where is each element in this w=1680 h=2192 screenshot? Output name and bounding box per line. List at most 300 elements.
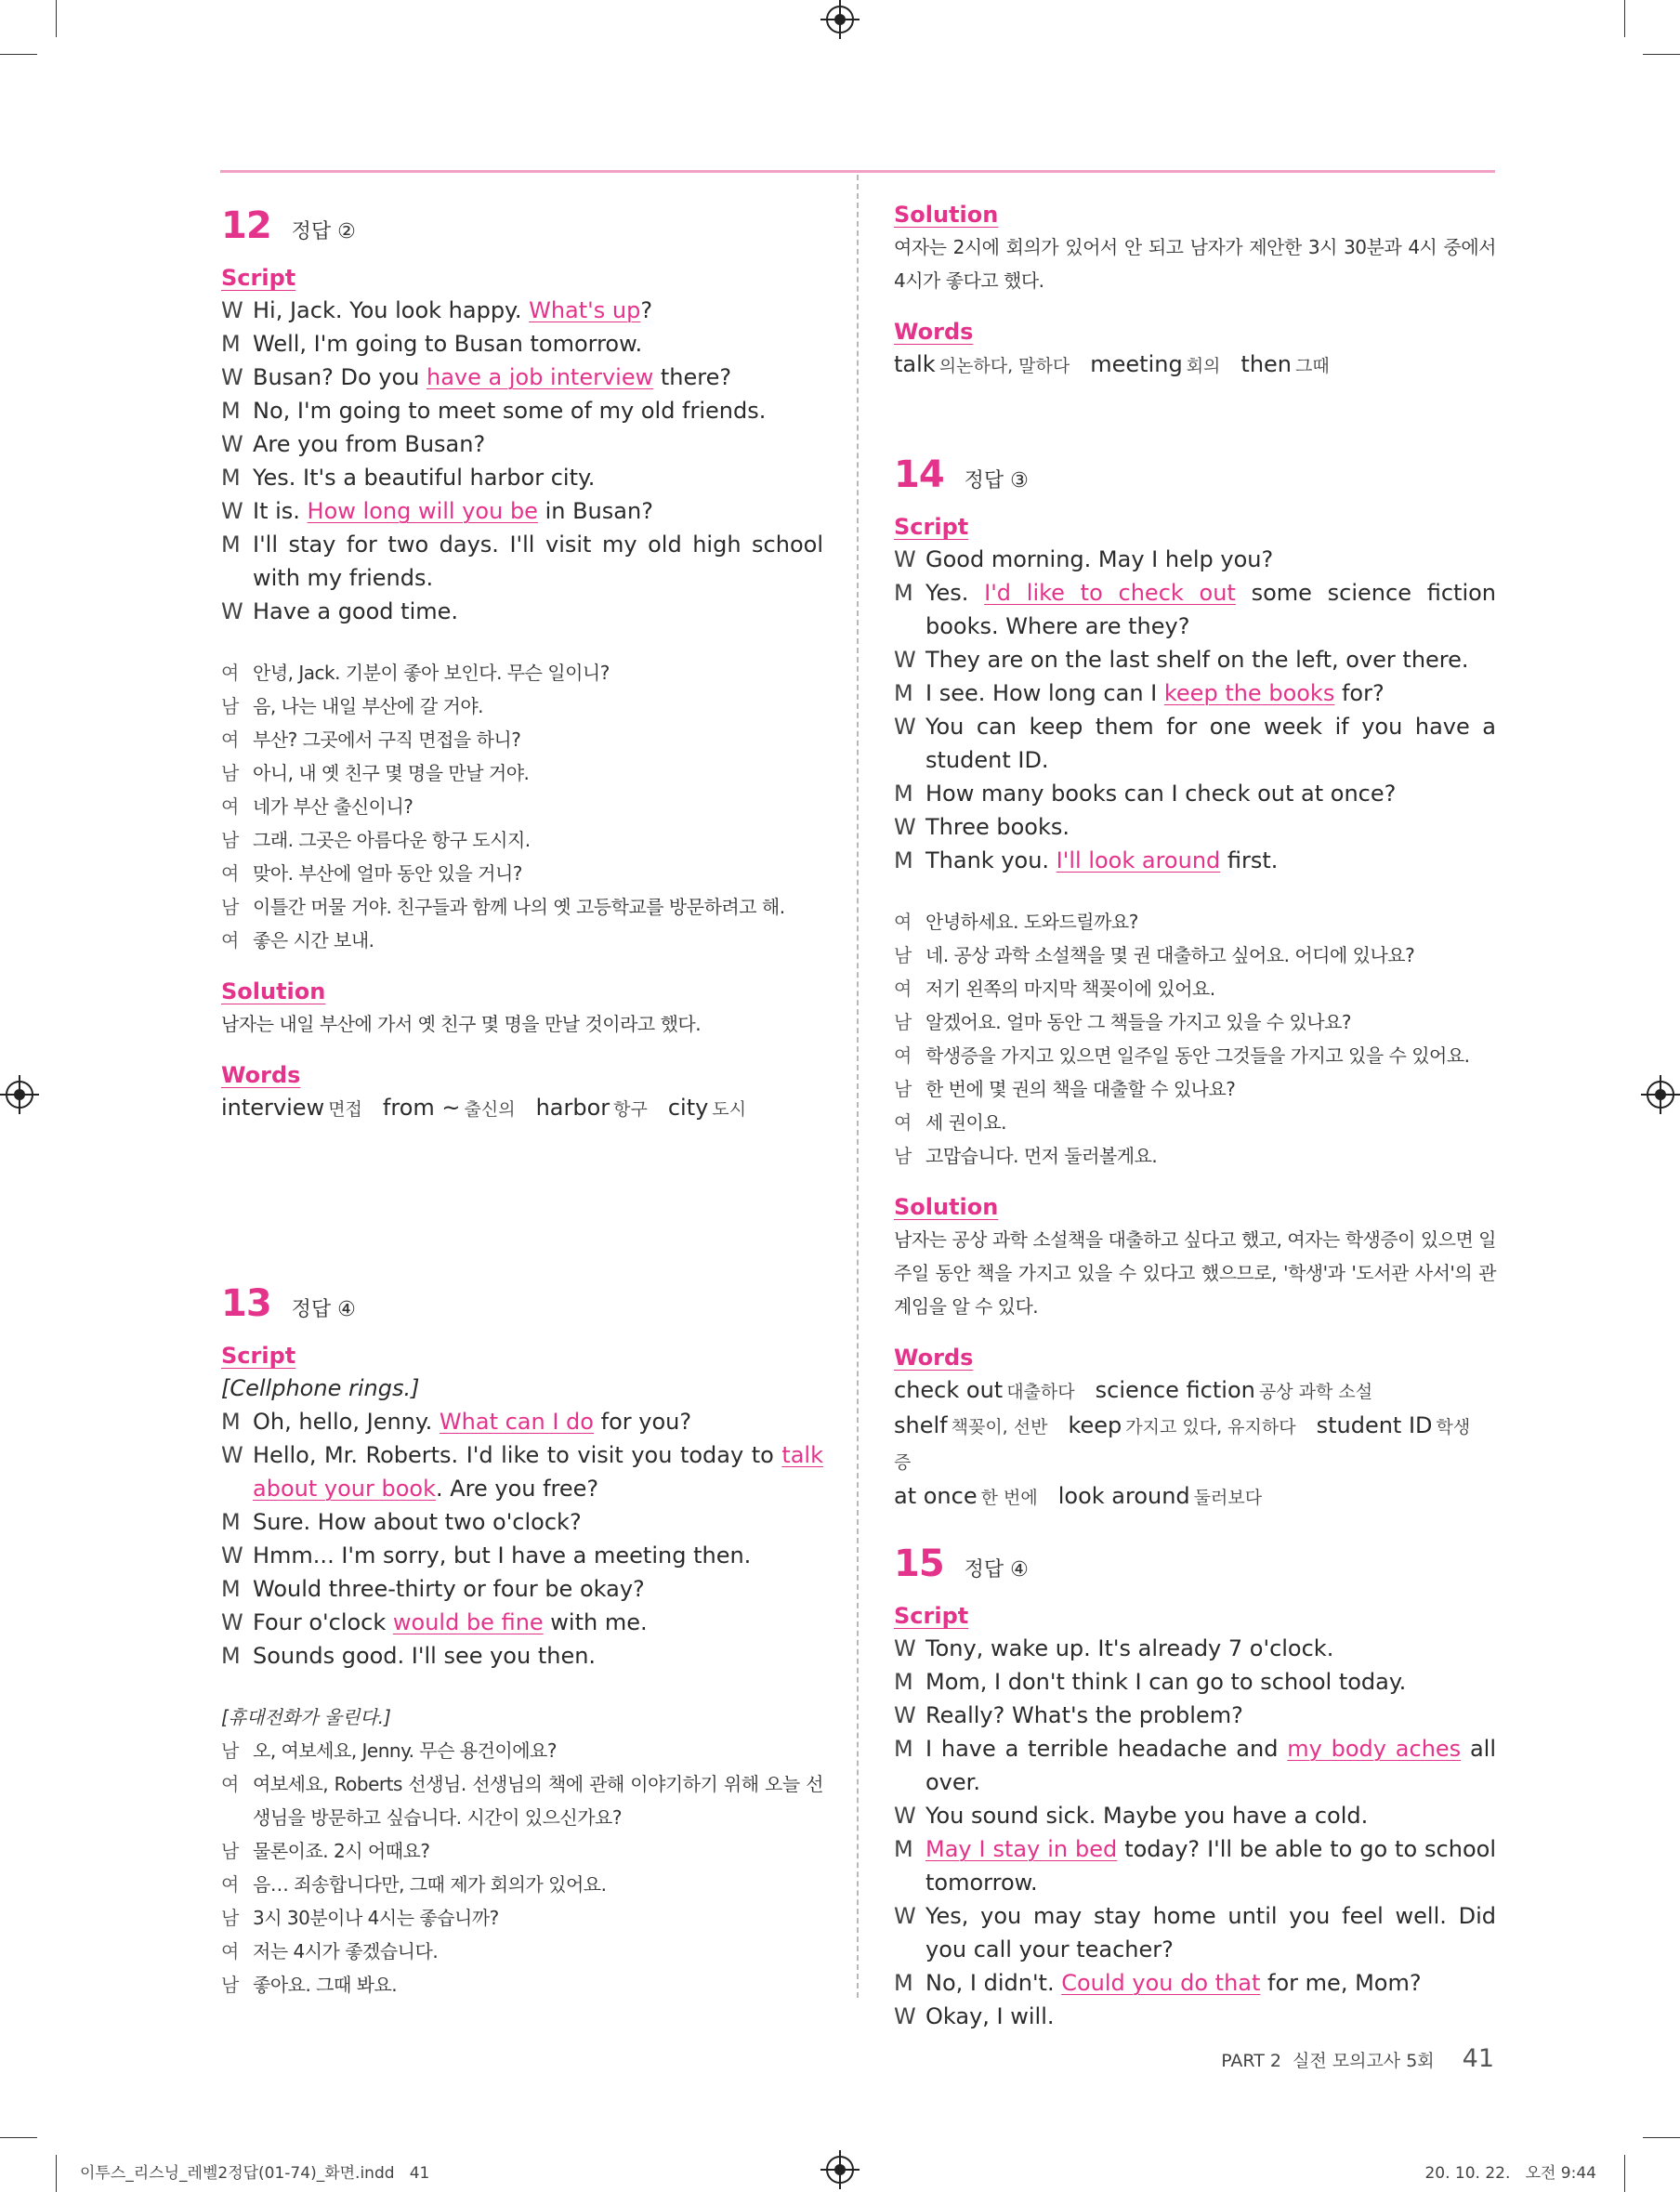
crop-mark xyxy=(1643,54,1680,55)
line-text xyxy=(253,361,823,394)
script-line xyxy=(221,528,823,595)
words-row xyxy=(894,1373,1496,1409)
translation-dialogue xyxy=(221,656,823,957)
line-text xyxy=(253,528,823,595)
script-line xyxy=(894,2000,1496,2033)
line-text: 아니, 내 옛 친구 몇 명을 만날 거야. xyxy=(253,762,530,784)
solution-heading: Solution xyxy=(894,1194,999,1220)
solution-text: 남자는 내일 부산에 가서 옛 친구 몇 명을 만날 것이라고 했다. xyxy=(221,1013,702,1035)
line-text: 좋은 시간 보내. xyxy=(253,929,374,952)
speaker-label: W xyxy=(894,1702,916,1728)
line-text xyxy=(253,1572,823,1606)
word-english: talk xyxy=(894,351,936,377)
footer-part: PART 2 xyxy=(1221,2051,1281,2071)
script-line xyxy=(221,1405,823,1438)
speaker-label: 여 xyxy=(894,1111,912,1134)
script-line xyxy=(894,1632,1496,1665)
line-text: 부산? 그곳에서 구직 면접을 하니? xyxy=(253,728,521,751)
speaker-label: M xyxy=(894,1669,913,1695)
word-korean: 대출하다 xyxy=(1006,1382,1075,1402)
line-text xyxy=(925,543,1496,576)
line-text: 알겠어요. 얼마 동안 그 책들을 가지고 있을 수 있나요? xyxy=(925,1011,1352,1033)
line-text xyxy=(925,1832,1496,1899)
script-line xyxy=(221,461,823,494)
words-heading: Words xyxy=(894,1345,974,1371)
speaker-label: M xyxy=(894,847,913,873)
text-run: I have a terrible headache and xyxy=(925,1736,1288,1762)
script-line xyxy=(894,810,1496,844)
word-english: look around xyxy=(1057,1483,1190,1509)
speaker-label: M xyxy=(221,1409,241,1435)
column-divider xyxy=(857,175,859,1998)
crop-mark xyxy=(56,2155,57,2192)
speaker-label: M xyxy=(894,580,913,606)
translation-line xyxy=(221,890,823,924)
translation-line xyxy=(894,1139,1496,1173)
script-line xyxy=(221,1505,823,1539)
script-line xyxy=(221,1438,823,1505)
script-line xyxy=(894,643,1496,676)
speaker-label: 여 xyxy=(221,1873,239,1896)
script-line xyxy=(221,1606,823,1639)
translation-line xyxy=(894,1072,1496,1106)
speaker-label: W xyxy=(221,598,243,624)
script-line xyxy=(894,1799,1496,1832)
script-line xyxy=(221,394,823,427)
text-run: some science fiction books. Where are they? xyxy=(925,580,1497,639)
right-column xyxy=(894,202,1497,2029)
key-phrase: May I stay in bed xyxy=(925,1836,1118,1862)
line-text xyxy=(925,1632,1496,1665)
speaker-label: 남 xyxy=(221,1739,239,1762)
crop-mark xyxy=(1643,2137,1680,2138)
speaker-label: 남 xyxy=(894,944,912,966)
script-dialogue xyxy=(894,543,1496,877)
speaker-label: 남 xyxy=(894,1011,912,1033)
line-text: 한 번에 몇 권의 책을 대출할 수 있나요? xyxy=(925,1078,1236,1100)
text-run: Yes, you may stay home until you feel well. Did you call your teacher? xyxy=(925,1903,1496,1962)
key-phrase: What can I do xyxy=(439,1409,594,1435)
speaker-label: 남 xyxy=(221,762,239,784)
line-text xyxy=(253,494,823,528)
word-english: check out xyxy=(894,1377,1004,1403)
script-line xyxy=(894,543,1496,576)
key-phrase: What's up xyxy=(529,297,641,323)
left-column xyxy=(221,204,823,1996)
line-text: 음… 죄송합니다만, 그때 제가 회의가 있어요. xyxy=(253,1873,607,1896)
speaker-label: M xyxy=(221,532,241,558)
text-run: Yes. It's a beautiful harbor city. xyxy=(253,465,596,491)
word-english: from ~ xyxy=(382,1095,461,1121)
text-run: Three books. xyxy=(925,814,1070,840)
speaker-label: W xyxy=(894,546,916,572)
line-text xyxy=(253,1505,823,1539)
stage-direction: [Cellphone rings.] xyxy=(221,1375,420,1401)
text-run: Thank you. xyxy=(925,847,1057,873)
speaker-label: M xyxy=(221,1509,241,1535)
registration-mark-icon xyxy=(6,1081,33,1109)
speaker-label: W xyxy=(221,498,243,524)
script-line xyxy=(221,361,823,394)
line-text xyxy=(925,1799,1496,1832)
speaker-label: 여 xyxy=(221,1773,239,1795)
line-text xyxy=(925,1732,1496,1799)
line-text xyxy=(253,1639,823,1673)
text-run: Yes. xyxy=(925,580,985,606)
translation-line xyxy=(894,1039,1496,1072)
line-text: 오, 여보세요, Jenny. 무슨 용건이에요? xyxy=(253,1739,557,1762)
line-text xyxy=(253,1539,823,1572)
solution-text: 남자는 공상 과학 소설책을 대출하고 싶다고 했고, 여자는 학생증이 있으면 일주일 동안 책을 가지고 있을 수 있다고 했으므로, '학생'과 '도서관 사서'의 관계임을 알 수 있다. xyxy=(894,1228,1496,1318)
script-dialogue xyxy=(221,294,823,628)
script-line xyxy=(221,327,823,361)
question-13 xyxy=(221,1282,823,2002)
text-run: Sure. How about two o'clock? xyxy=(253,1509,582,1535)
text-run: for me, Mom? xyxy=(1260,1970,1422,1996)
word-korean: 책꽂이, 선반 xyxy=(951,1417,1048,1437)
key-phrase: How long will you be xyxy=(307,498,538,524)
top-rule xyxy=(220,170,1495,173)
script-line xyxy=(221,294,823,327)
script-line xyxy=(894,1665,1496,1699)
key-phrase: would be fine xyxy=(392,1609,544,1635)
word-english: keep xyxy=(1068,1412,1122,1438)
word-korean: 한 번에 xyxy=(980,1488,1038,1508)
translation-line xyxy=(221,723,823,756)
word-korean: 공상 과학 소설 xyxy=(1258,1382,1373,1402)
word-english: student ID xyxy=(1316,1412,1433,1438)
line-text: 저기 왼쪽의 마지막 책꽂이에 있어요. xyxy=(925,978,1215,1000)
script-line xyxy=(894,576,1496,643)
line-text: 저는 4시가 좋겠습니다. xyxy=(253,1940,439,1962)
translation-dialogue xyxy=(894,905,1496,1173)
text-run: for? xyxy=(1334,680,1385,706)
script-line xyxy=(221,494,823,528)
translation-line xyxy=(221,924,823,957)
words-row xyxy=(894,1479,1496,1515)
words-heading: Words xyxy=(894,319,974,345)
line-text xyxy=(925,1899,1496,1966)
text-run: Have a good time. xyxy=(253,598,459,624)
speaker-label: 남 xyxy=(221,829,239,851)
speaker-label: W xyxy=(894,2003,916,2029)
line-text: 3시 30분이나 4시는 좋습니까? xyxy=(253,1907,499,1929)
text-run: Sounds good. I'll see you then. xyxy=(253,1643,597,1669)
words-heading: Words xyxy=(221,1062,301,1088)
word-korean: 회의 xyxy=(1186,356,1221,376)
line-text xyxy=(253,595,823,628)
speaker-label: 남 xyxy=(221,1974,239,1996)
speaker-label: W xyxy=(221,1542,243,1569)
key-phrase: my body aches xyxy=(1287,1736,1462,1762)
key-phrase: talk about your book xyxy=(253,1442,823,1502)
text-run: Four o'clock xyxy=(253,1609,393,1635)
word-english: interview xyxy=(221,1095,325,1121)
text-run: Good morning. May I help you? xyxy=(925,546,1274,572)
solution-text: 여자는 2시에 회의가 있어서 안 되고 남자가 제안한 3시 30분과 4시 중에서 4시가 좋다고 했다. xyxy=(894,236,1496,292)
page-number: 41 xyxy=(1462,2044,1494,2073)
text-run: first. xyxy=(1220,847,1279,873)
word-english: science fiction xyxy=(1095,1377,1255,1403)
word-english: at once xyxy=(894,1483,978,1509)
text-run: today? I'll be able to go to school tomorrow. xyxy=(925,1836,1496,1896)
text-run: I see. How long can I xyxy=(925,680,1164,706)
speaker-label: 여 xyxy=(221,728,239,751)
speaker-label: W xyxy=(894,714,916,740)
word-korean: 가지고 있다, 유지하다 xyxy=(1125,1417,1296,1437)
registration-mark-icon xyxy=(826,2156,854,2184)
answer-label: 정답 ② xyxy=(291,220,356,243)
key-phrase: keep the books xyxy=(1163,680,1335,706)
line-text xyxy=(253,427,823,461)
speaker-label: 여 xyxy=(894,1044,912,1067)
text-run: Mom, I don't think I can go to school today. xyxy=(925,1669,1407,1695)
speaker-label: W xyxy=(894,1803,916,1829)
answer-label: 정답 ④ xyxy=(964,1558,1029,1582)
script-heading: Script xyxy=(894,514,969,540)
text-run: Would three-thirty or four be okay? xyxy=(253,1576,645,1602)
script-heading: Script xyxy=(894,1603,969,1629)
solution-heading: Solution xyxy=(894,202,999,228)
text-run: with me. xyxy=(543,1609,648,1635)
script-line xyxy=(894,1832,1496,1899)
line-text: 고맙습니다. 먼저 둘러볼게요. xyxy=(925,1145,1158,1167)
script-line xyxy=(894,1966,1496,2000)
word-korean: 둘러보다 xyxy=(1193,1488,1263,1508)
script-heading: Script xyxy=(221,1343,296,1369)
text-run: Hmm... I'm sorry, but I have a meeting then. xyxy=(253,1542,752,1569)
speaker-label: M xyxy=(894,680,913,706)
key-phrase: Could you do that xyxy=(1061,1970,1261,1996)
line-text xyxy=(925,777,1496,810)
word-korean: 면접 xyxy=(328,1099,362,1120)
speaker-label: W xyxy=(894,1903,916,1929)
word-english: shelf xyxy=(894,1412,948,1438)
crop-mark xyxy=(0,2137,37,2138)
script-line xyxy=(221,1639,823,1673)
speaker-label: M xyxy=(221,331,241,357)
line-text xyxy=(925,1966,1496,2000)
words-list xyxy=(894,1373,1496,1515)
speaker-label: 남 xyxy=(894,1078,912,1100)
speaker-label: W xyxy=(221,364,243,390)
script-line xyxy=(894,1732,1496,1799)
line-text xyxy=(925,844,1496,877)
text-run: They are on the last shelf on the left, over there. xyxy=(925,647,1469,673)
speaker-label: M xyxy=(894,1970,913,1996)
word-korean: 출신의 xyxy=(464,1099,516,1120)
key-phrase: have a job interview xyxy=(426,364,654,390)
line-text xyxy=(253,394,823,427)
question-13-continued xyxy=(894,199,1496,383)
translation-line xyxy=(221,656,823,689)
print-date: 20. 10. 22. 오전 9:44 xyxy=(1424,2164,1596,2183)
line-text: 맞아. 부산에 얼마 동안 있을 거니? xyxy=(253,862,522,885)
words-row xyxy=(894,1409,1496,1479)
words-row xyxy=(221,1091,823,1126)
text-run: there? xyxy=(653,364,732,390)
translation-line xyxy=(894,1005,1496,1039)
speaker-label: M xyxy=(221,1643,241,1669)
text-run: Oh, hello, Jenny. xyxy=(253,1409,440,1435)
word-english: city xyxy=(667,1095,709,1121)
speaker-label: M xyxy=(894,1736,913,1762)
speaker-label: 여 xyxy=(894,911,912,933)
text-run: You can keep them for one week if you have a student ID. xyxy=(925,714,1496,773)
line-text xyxy=(253,1405,823,1438)
script-line xyxy=(221,1572,823,1606)
crop-mark xyxy=(1624,2155,1625,2192)
translation-line xyxy=(894,972,1496,1005)
word-korean: 학생증 xyxy=(894,1417,1471,1473)
word-korean: 항구 xyxy=(613,1099,648,1120)
text-run: Really? What's the problem? xyxy=(925,1702,1243,1728)
speaker-label: M xyxy=(894,781,913,807)
script-line xyxy=(894,710,1496,777)
question-15 xyxy=(894,1542,1496,2033)
line-text: 여보세요, Roberts 선생님. 선생님의 책에 관해 이야기하기 위해 오늘 선생님을 방문하고 싶습니다. 시간이 있으신가요? xyxy=(253,1773,823,1829)
translation-line xyxy=(221,1901,823,1935)
speaker-label: 여 xyxy=(221,795,239,818)
translation-line xyxy=(221,689,823,723)
line-text xyxy=(925,1665,1496,1699)
speaker-label: W xyxy=(894,1635,916,1661)
speaker-label: 남 xyxy=(221,1907,239,1929)
line-text: 안녕하세요. 도와드릴까요? xyxy=(925,911,1138,933)
text-run: Tony, wake up. It's already 7 o'clock. xyxy=(925,1635,1334,1661)
translation-line xyxy=(894,1106,1496,1139)
script-line xyxy=(221,1539,823,1572)
text-run: in Busan? xyxy=(537,498,653,524)
script-line xyxy=(894,1899,1496,1966)
key-phrase: I'd like to check out xyxy=(984,580,1236,606)
question-number: 14 xyxy=(894,453,944,496)
speaker-label: W xyxy=(221,297,243,323)
translation-line xyxy=(221,823,823,857)
line-text xyxy=(925,676,1496,710)
translation-line xyxy=(221,1734,823,1767)
text-run: How many books can I check out at once? xyxy=(925,781,1397,807)
speaker-label: 남 xyxy=(221,695,239,717)
text-run: Busan? Do you xyxy=(253,364,427,390)
text-run: . Are you free? xyxy=(435,1476,599,1502)
line-text xyxy=(925,710,1496,777)
script-heading: Script xyxy=(221,265,296,291)
line-text xyxy=(253,1606,823,1639)
word-english: meeting xyxy=(1090,351,1183,377)
text-run: for you? xyxy=(593,1409,692,1435)
script-line xyxy=(894,1699,1496,1732)
solution-heading: Solution xyxy=(221,978,326,1004)
script-dialogue xyxy=(894,1632,1496,2033)
script-line xyxy=(221,427,823,461)
key-phrase: I'll look around xyxy=(1056,847,1221,873)
line-text xyxy=(925,1699,1496,1732)
word-korean: 도시 xyxy=(712,1099,747,1120)
crop-mark xyxy=(56,0,57,37)
speaker-label: W xyxy=(894,647,916,673)
script-dialogue xyxy=(221,1405,823,1673)
line-text xyxy=(253,1438,823,1505)
line-text xyxy=(925,643,1496,676)
line-text: 세 권이요. xyxy=(925,1111,1006,1134)
text-run: ? xyxy=(640,297,653,323)
script-line xyxy=(894,777,1496,810)
translation-line xyxy=(221,756,823,790)
text-run: You sound sick. Maybe you have a cold. xyxy=(925,1803,1369,1829)
text-run: Hello, Mr. Roberts. I'd like to visit you today to xyxy=(253,1442,782,1468)
speaker-label: W xyxy=(894,814,916,840)
speaker-label: 남 xyxy=(221,1840,239,1862)
line-text: 네가 부산 출신이니? xyxy=(253,795,413,818)
line-text: 좋아요. 그때 봐요. xyxy=(253,1974,398,1996)
file-slug: 이투스_리스닝_레벨2정답(01-74)_화면.indd 41 xyxy=(80,2164,430,2183)
speaker-label: M xyxy=(894,1836,913,1862)
line-text: 학생증을 가지고 있으면 일주일 동안 그것들을 가지고 있을 수 있어요. xyxy=(925,1044,1470,1067)
registration-mark-icon xyxy=(826,6,854,33)
text-run: Hi, Jack. You look happy. xyxy=(253,297,530,323)
word-english: harbor xyxy=(535,1095,610,1121)
speaker-label: 여 xyxy=(221,662,239,684)
line-text xyxy=(925,2000,1496,2033)
line-text xyxy=(925,576,1496,643)
translation-line xyxy=(221,857,823,890)
crop-mark xyxy=(1624,0,1625,37)
speaker-label: 여 xyxy=(221,862,239,885)
line-text xyxy=(253,461,823,494)
question-14 xyxy=(894,453,1496,1515)
text-run: No, I'm going to meet some of my old friends. xyxy=(253,398,767,424)
word-korean: 의논하다, 말하다 xyxy=(938,356,1070,376)
line-text xyxy=(925,810,1496,844)
line-text xyxy=(253,327,823,361)
word-english: then xyxy=(1240,351,1293,377)
crop-mark xyxy=(0,54,37,55)
script-line xyxy=(894,676,1496,710)
text-run: all over. xyxy=(925,1736,1497,1795)
line-text: 네. 공상 과학 소설책을 몇 권 대출하고 싶어요. 어디에 있나요? xyxy=(925,944,1415,966)
script-line xyxy=(221,595,823,628)
translation-dialogue xyxy=(221,1734,823,2002)
answer-label: 정답 ④ xyxy=(291,1298,356,1321)
words-list xyxy=(894,348,1496,383)
question-12 xyxy=(221,204,823,1126)
speaker-label: M xyxy=(221,465,241,491)
speaker-label: 여 xyxy=(894,978,912,1000)
text-run: It is. xyxy=(253,498,308,524)
line-text: 그래. 그곳은 아름다운 항구 도시지. xyxy=(253,829,531,851)
speaker-label: W xyxy=(221,1442,243,1468)
speaker-label: 남 xyxy=(894,1145,912,1167)
translation-line xyxy=(221,1767,823,1834)
speaker-label: W xyxy=(221,1609,243,1635)
words-list xyxy=(221,1091,823,1126)
words-row xyxy=(894,348,1496,383)
speaker-label: W xyxy=(221,431,243,457)
text-run: Are you from Busan? xyxy=(253,431,486,457)
word-korean: 그때 xyxy=(1295,356,1330,376)
answer-label: 정답 ③ xyxy=(964,469,1029,492)
speaker-label: 여 xyxy=(221,929,239,952)
question-number: 15 xyxy=(894,1542,944,1585)
translation-line xyxy=(894,938,1496,972)
translation-line xyxy=(894,905,1496,938)
translation-line xyxy=(221,1935,823,1968)
line-text: 물론이죠. 2시 어때요? xyxy=(253,1840,430,1862)
line-text: 이틀간 머물 거야. 친구들과 함께 나의 옛 고등학교를 방문하려고 해. xyxy=(253,896,785,918)
speaker-label: M xyxy=(221,1576,241,1602)
text-run: No, I didn't. xyxy=(925,1970,1062,1996)
